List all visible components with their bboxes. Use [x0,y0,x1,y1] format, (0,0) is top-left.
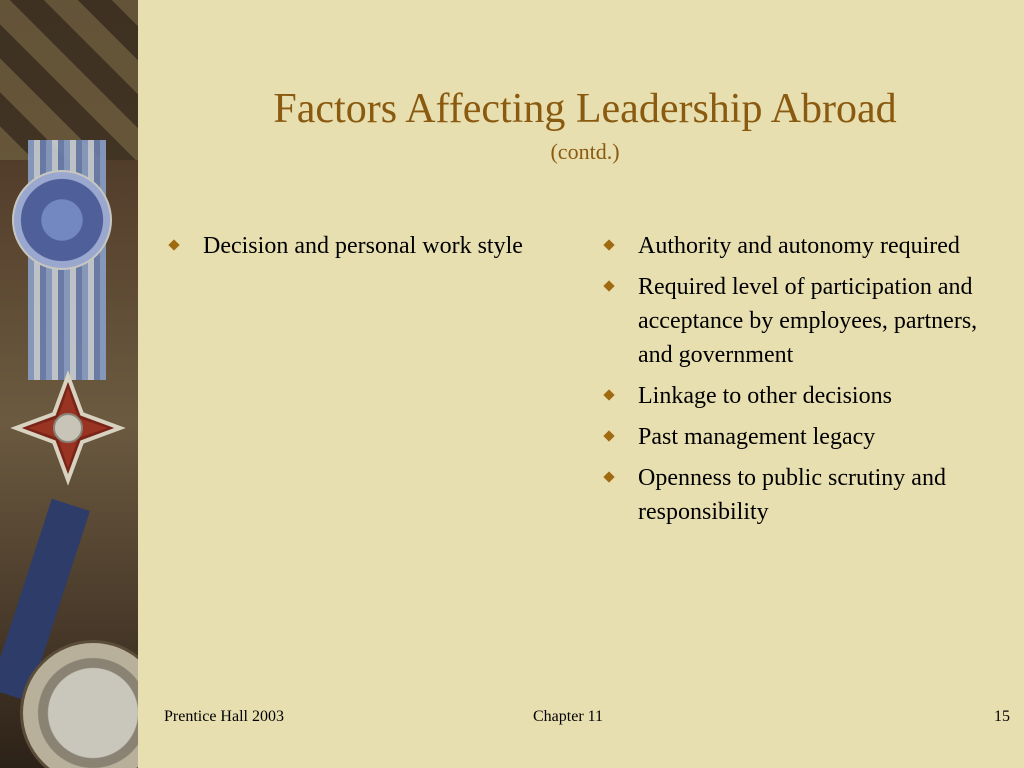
diamond-bullet-icon [603,430,614,441]
slide-subtitle: (contd.) [550,139,620,164]
list-item [600,270,1000,372]
list-item-text: Linkage to other decisions [638,383,892,409]
footer-chapter: Chapter 11 [533,708,604,725]
diamond-bullet-icon [603,239,614,250]
cross-medal-icon [10,370,126,486]
footer-page-number: 15 [994,708,1010,725]
list-item [165,229,535,263]
diamond-bullet-icon [603,471,614,482]
list-item [600,420,1000,454]
decorative-medal-strip [0,0,138,768]
left-bullet-list [165,229,535,270]
checker-pattern [0,0,138,160]
list-item-text: Openness to public scrutiny and responsibility [638,465,946,525]
diamond-bullet-icon [603,280,614,291]
diamond-bullet-icon [168,239,179,250]
list-item [600,379,1000,413]
slide-title: Factors Affecting Leadership Abroad [273,86,897,132]
list-item [600,461,1000,529]
rosette-icon [12,170,112,270]
list-item-text: Past management legacy [638,424,876,450]
list-item-text: Required level of participation and acceptance by employees, partners, and government [638,274,978,368]
list-item-text: Decision and personal work style [203,233,523,259]
diamond-bullet-icon [603,389,614,400]
list-item-text: Authority and autonomy required [638,233,960,259]
footer-publisher: Prentice Hall 2003 [164,708,284,725]
right-bullet-list [600,229,1000,536]
list-item [600,229,1000,263]
